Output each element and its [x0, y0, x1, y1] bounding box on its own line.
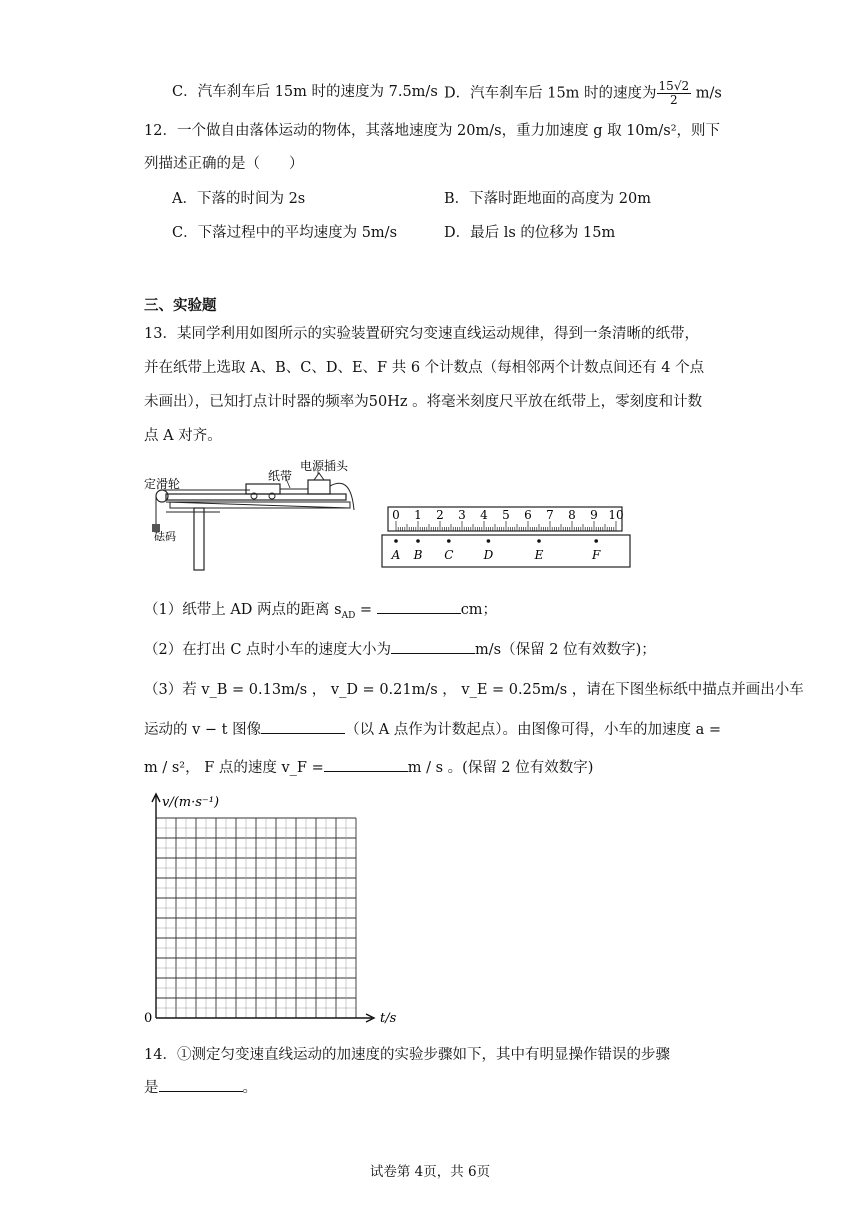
q13-part3-line3-pre: m / s²， F 点的速度 v_F = [144, 760, 324, 776]
tape-point-dot [416, 539, 420, 543]
q13-part3-vf-blank[interactable] [324, 757, 408, 772]
q13-part1-eq: = [355, 602, 377, 618]
q11-option-d [444, 80, 722, 107]
ruler-tick-label: 7 [546, 508, 554, 522]
ruler-tick-label: 10 [608, 508, 624, 522]
apparatus-figure [140, 458, 360, 574]
graph-grid [156, 818, 356, 1018]
q13-part2-answer-blank[interactable] [391, 639, 475, 654]
q11-option-d-text: D．汽车刹车后 15m 时的速度为 [444, 85, 657, 102]
ruler-tick-label: 9 [590, 508, 598, 522]
ruler-tick-label: 3 [458, 508, 466, 522]
q12-option-a: A．下落的时间为 2s [172, 191, 306, 207]
tape-point-label: C [444, 548, 454, 562]
ruler-tick-label: 0 [392, 508, 400, 522]
q13-stem-line2: 并在纸带上选取 A、B、C、D、E、F 共 6 个计数点（每相邻两个计数点间还有 4 个点 [144, 360, 705, 376]
track-board [166, 494, 346, 500]
label-tape: 纸带 [268, 469, 293, 483]
q13-stem-line1: 13．某同学利用如图所示的实验装置研究匀变速直线运动规律，得到一条清晰的纸带， [144, 326, 699, 342]
ruler-tick-label: 8 [568, 508, 576, 522]
tape-point-label: B [413, 548, 423, 562]
q13-part1-text: （1）纸带上 AD 两点的距离 s [144, 602, 342, 618]
ruler-tick-label: 5 [502, 508, 510, 522]
tape-point-label: A [391, 548, 401, 562]
tape-point-dot [487, 539, 491, 543]
q13-stem-line4: 点 A 对齐。 [144, 428, 222, 444]
ruler-tick-label: 1 [414, 508, 422, 522]
q12-option-b: B．下落时距地面的高度为 20m [444, 191, 651, 207]
tape-points [391, 539, 601, 562]
q13-part3-line3 [144, 756, 593, 777]
ruler-tick-label: 2 [436, 508, 444, 522]
x-axis-label: t/s [380, 1011, 397, 1026]
tape-point-dot [594, 539, 598, 543]
q13-part3-line1: （3）若 v_B = 0.13m/s ， v_D = 0.21m/s ， v_E = 0.25m/s ，请在下图坐标纸中描点并画出小车 [144, 682, 804, 698]
origin-label: 0 [144, 1011, 153, 1026]
q14-answer-blank[interactable] [159, 1077, 243, 1092]
tape-point-dot [447, 539, 451, 543]
tape-point-dot [537, 539, 541, 543]
table-edge [166, 502, 350, 508]
q13-stem-line3: 未画出），已知打点计时器的频率为50Hz 。将毫米刻度尺平放在纸带上，零刻度和计数 [144, 394, 703, 410]
vt-graph [140, 790, 400, 1030]
q12-option-d: D．最后 ls 的位移为 15m [444, 225, 616, 241]
q11-fraction-num: 15√2 [658, 79, 690, 93]
table-leg [194, 508, 204, 570]
q11-fraction-den: 2 [670, 93, 678, 107]
label-pulley: 定滑轮 [144, 477, 181, 491]
ruler-tick-label: 6 [524, 508, 532, 522]
q11-option-c: C．汽车刹车后 15m 时的速度为 7.5m/s [172, 84, 438, 100]
label-plug: 电源插头 [300, 459, 349, 473]
q13-part3-line2-post: （以 A 点作为计数起点）。由图像可得，小车的加速度 a = [345, 722, 722, 738]
q13-part3-line2 [144, 718, 721, 739]
q13-part1-unit: cm； [460, 602, 498, 618]
section-heading: 三、实验题 [144, 297, 217, 314]
page-footer: 试卷第 4页，共 6页 [369, 1164, 491, 1180]
q13-part2 [144, 638, 656, 659]
q13-part3-graph-blank[interactable] [261, 719, 345, 734]
q13-part3-line3-post: m / s 。(保留 2 位有效数字) [407, 760, 594, 776]
q13-part3-line2-pre: 运动的 v − t 图像 [144, 722, 262, 738]
q14-stem-line2-post: 。 [242, 1080, 257, 1096]
ruler-tick-labels [392, 508, 623, 522]
q12-stem-line2: 列描述正确的是（ ） [144, 156, 304, 172]
timer-icon [308, 480, 330, 494]
q14-stem-line2-pre: 是 [144, 1080, 159, 1096]
q13-part1-sub: AD [341, 610, 356, 621]
ruler-tick-label: 4 [480, 508, 488, 522]
q13-part2-text-post: m/s（保留 2 位有效数字)； [475, 642, 656, 658]
label-weight: 砝码 [154, 530, 176, 543]
cart-icon [246, 484, 280, 494]
y-axis-label: v/(m·s⁻¹) [162, 795, 220, 810]
q14-stem-line2 [144, 1076, 257, 1097]
tape-point-label: F [592, 548, 601, 562]
q13-part1 [144, 598, 497, 621]
q11-fraction [657, 80, 692, 107]
ruler-ticks [396, 521, 616, 531]
tape-point-dot [394, 539, 398, 543]
q12-stem-line1: 12．一个做自由落体运动的物体，其落地速度为 20m/s，重力加速度 g 取 10m/s²，则下 [144, 123, 721, 139]
tape-point-label: D [483, 548, 494, 562]
ruler-figure [380, 503, 634, 569]
q11-option-d-unit: m/s [695, 85, 722, 102]
tape-point-label: E [534, 548, 544, 562]
q12-option-c: C．下落过程中的平均速度为 5m/s [172, 225, 398, 241]
q13-part2-text: （2）在打出 C 点时小车的速度大小为 [144, 642, 392, 658]
q13-part1-answer-blank[interactable] [377, 599, 461, 614]
q14-stem-line1: 14．①测定匀变速直线运动的加速度的实验步骤如下，其中有明显操作错误的步骤 [144, 1047, 670, 1063]
